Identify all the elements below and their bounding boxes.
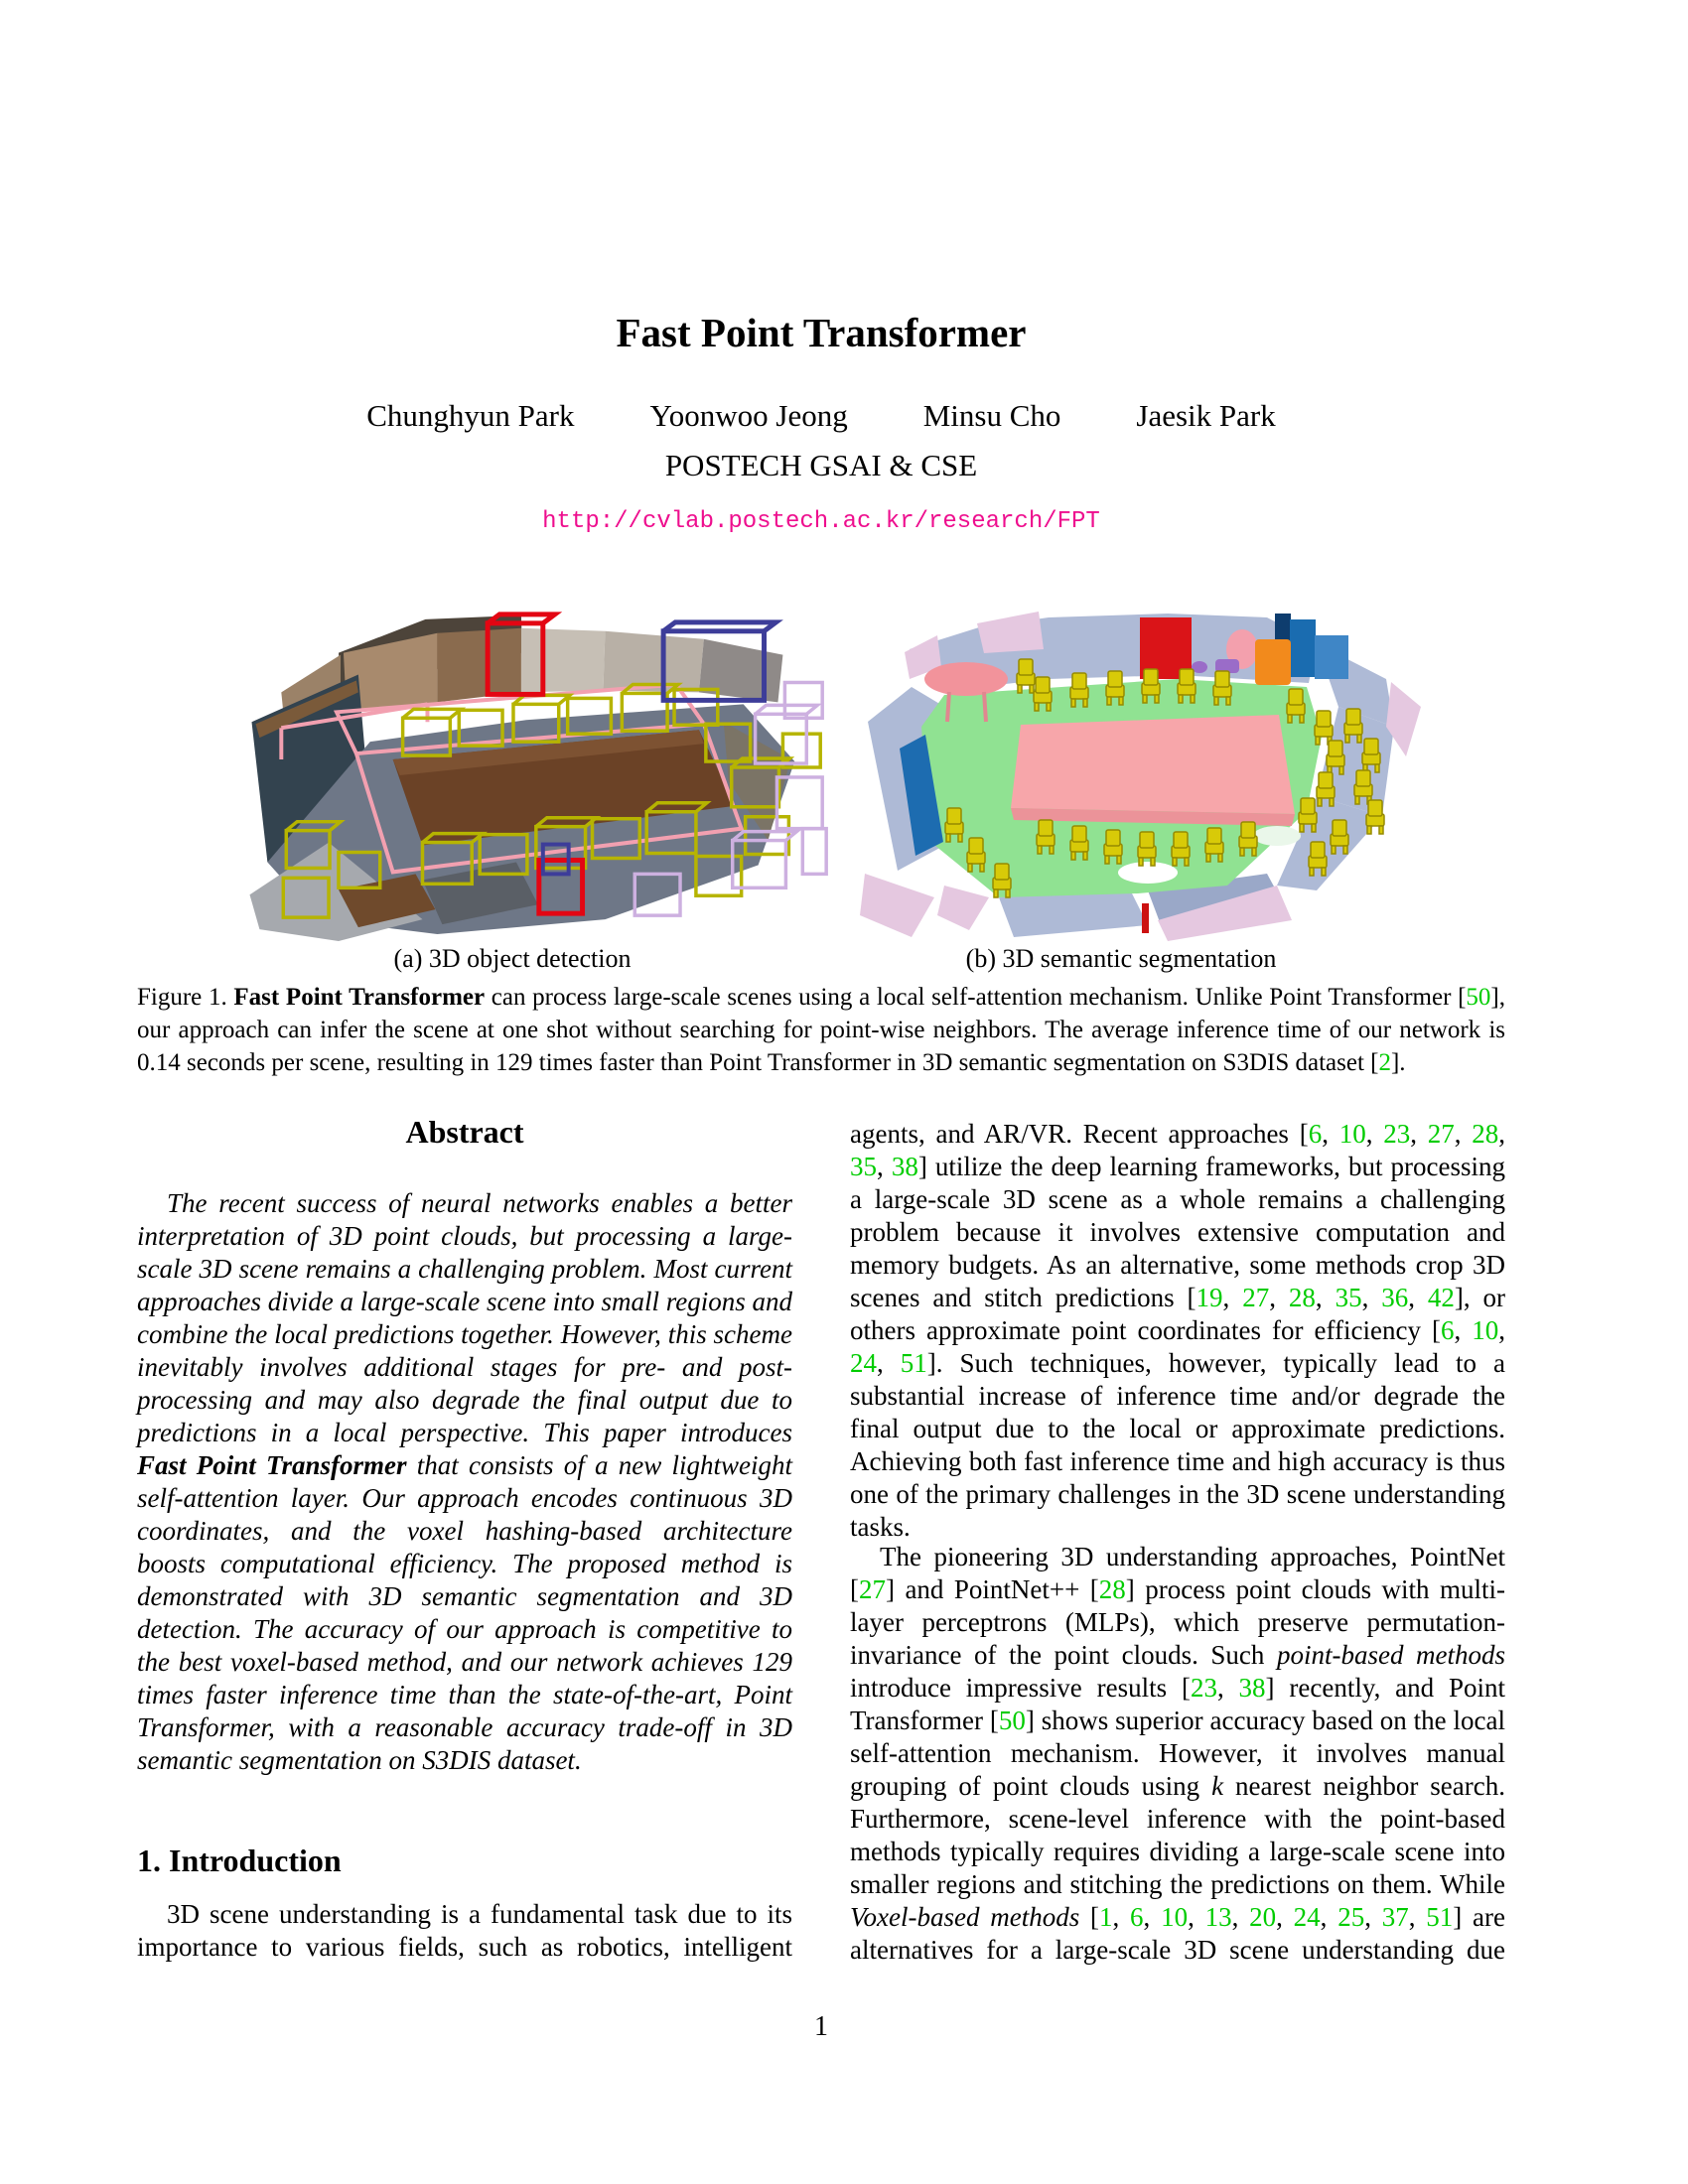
author-4: Jaesik Park [1136, 398, 1276, 433]
author-2: Yoonwoo Jeong [649, 398, 848, 433]
affiliation: POSTECH GSAI & CSE [664, 448, 978, 482]
subcaption-b: (b) 3D semantic segmentation [965, 944, 1277, 973]
author-3: Minsu Cho [922, 398, 1061, 433]
paper-title: Fast Point Transformer [616, 310, 1027, 356]
figure-a-object-detection-image [189, 594, 829, 941]
abstract-heading: Abstract [405, 1114, 524, 1150]
project-url-link[interactable]: http://cvlab.postech.ac.kr/research/FPT [542, 508, 1100, 535]
author-1: Chunghyun Park [366, 398, 575, 433]
introduction-paragraph: 3D scene understanding is a fundamental task due to its importance to various fields, such as robotics, intelligent [137, 1899, 792, 1962]
figure-b-semantic-segmentation-image [850, 586, 1434, 943]
introduction-heading: 1. Introduction [137, 1843, 342, 1878]
right-column-paragraph-1: agents, and AR/VR. Recent approaches [6, 10, 23, 27, 28, 35, 38] utilize the deep learning frameworks, but processing a large-scale 3D scene as a whole remains a challenging problem because it involves extensive computation and memory budgets. As an alternative, some methods crop 3D scenes and stitch predictions [19, 27, 28, 35, 36, 42], or others approximate point coordinates for efficiency [6, 10, 24, 51]. Such techniques, however, typically lead to a substantial increase of inference time and/or degrade the final output due to the local or approximate predictions. Achieving both fast inference time and high accuracy is thus one of the primary challenges in the 3D scene understanding tasks. [850, 1119, 1506, 1542]
abstract-body: The recent success of neural networks enables a better interpretation of 3D point clouds, but processing a large-scale 3D scene remains a challenging problem. Most current approaches divide a large-scale scene into small regions and combine the local predictions together. However, this scheme inevitably involves additional stages for pre- and post-processing and may also degrade the final output due to predictions in a local perspective. This paper introduces Fast Point Transformer that consists of a new lightweight self-attention layer. Our approach encodes continuous 3D coordinates, and the voxel hashing-based architecture boosts computational efficiency. The proposed method is demonstrated with 3D semantic segmentation and 3D detection. The accuracy of our approach is competitive to the best voxel-based method, and our network achieves 129 times faster inference time than the state-of-the-art, Point Transformer, with a reasonable accuracy trade-off in 3D semantic segmentation on S3DIS dataset. [137, 1188, 792, 1775]
page-number: 1 [814, 2011, 828, 2042]
figure-1-caption: Figure 1. Fast Point Transformer can process large-scale scenes using a local self-attention mechanism. Unlike Point Transformer [50], our approach can infer the scene at one shot without searching for point-wise neighbors. The average inference time of our network is 0.14 seconds per scene, resulting in 129 times faster than Point Transformer in 3D semantic segmentation on S3DIS dataset [2]. [137, 984, 1505, 1076]
right-column-paragraph-2: The pioneering 3D understanding approaches, PointNet [27] and PointNet++ [28] process point clouds with multi-layer perceptrons (MLPs), which preserve permutation-invariance of the point clouds. Such point-based methods introduce impressive results [23, 38] recently, and Point Transformer [50] shows superior accuracy based on the local self-attention mechanism. However, it involves manual grouping of point clouds using k nearest neighbor search. Furthermore, scene-level inference with the point-based methods typically requires dividing a large-scale scene into smaller regions and stitching the predictions on them. While Voxel-based methods [1, 6, 10, 13, 20, 24, 25, 37, 51] are alternatives for a large-scale 3D scene understanding due [850, 1542, 1506, 1965]
segmented-table [1011, 715, 1295, 826]
subcaption-a: (a) 3D object detection [393, 944, 632, 973]
author-row [0, 398, 1642, 434]
